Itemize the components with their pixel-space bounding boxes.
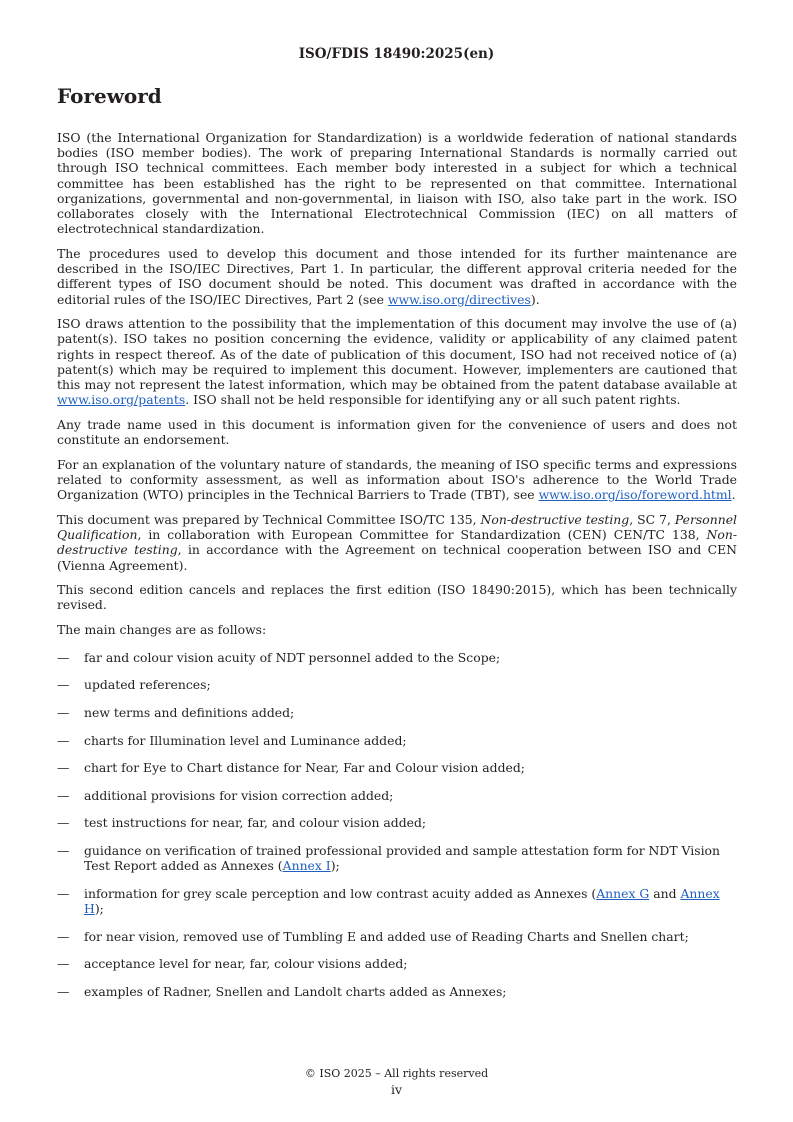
page-number: iv [390,1082,403,1097]
dash-bullet: — [57,815,70,831]
paragraph-committee [57,512,737,573]
list-item-text: test instructions for near, far, and colour vision added; [84,815,427,831]
paragraph-text: ISO draws attention to the possibility that the implementation of this document may involve the use of (a) patent(s). ISO takes no position concerning the evidence, validity or applicability of any claimed patent rights in respect thereof. As of the date of publication of this document, ISO had not received notice of (a) patent(s) which may be required to implement this document. However, implementers are cautioned that this may not represent the latest information, which may be obtained from the patent database available at [57,316,737,393]
dash-bullet: — [57,928,70,944]
paragraph-voluntary-nature [57,457,737,503]
paragraph-text: This document was prepared by Technical Committee ISO/TC 135, [57,511,481,527]
list-item [57,760,737,775]
list-item-text-mid: and [649,885,681,901]
dash-bullet: — [57,983,70,999]
patents-link[interactable]: www.iso.org/patents [57,392,186,408]
list-item-text: additional provisions for vision correction added; [84,787,394,803]
annex-h-link[interactable]: Annex H [84,885,720,916]
list-item-text: for near vision, removed use of Tumbling E and added use of Reading Charts and Snellen chart; [84,928,689,944]
list-item-text: charts for Illumination level and Luminance added; [84,732,407,748]
list-item [57,650,737,665]
list-item [57,929,737,944]
dash-bullet: — [57,956,70,972]
paragraph-text: For an explanation of the voluntary nature of standards, the meaning of ISO specific terms and expressions related to conformity assessment, as well as information about ISO's adherence to the World Trade Organization (WTO) principles in the Technical Barriers to Trade (TBT), see [57,456,737,503]
paragraph-procedures [57,246,737,307]
page-footer [0,1066,793,1098]
committee-name-italic: Non-destructive testing [480,511,630,527]
list-item-text: examples of Radner, Snellen and Landolt charts added as Annexes; [84,983,507,999]
paragraph-text-end: . [731,487,736,503]
list-item-text: information for grey scale perception and low contrast acuity added as Annexes ( [84,885,597,901]
subcommittee-name-italic: Personnel Qualification [57,511,737,543]
dash-bullet: — [57,787,70,803]
copyright-notice: © ISO 2025 – All rights reserved [304,1067,489,1080]
paragraph-trade-name: Any trade name used in this document is information given for the convenience of users and does not constitute an endorsement. [57,416,737,448]
list-item [57,956,737,971]
paragraph-text: , in accordance with the Agreement on technical cooperation between ISO and CEN (Vienna Agreement). [57,542,737,573]
list-item [57,705,737,720]
dash-bullet: — [57,649,70,665]
list-item-text: guidance on verification of trained professional provided and sample attestation form for NDT Vision Test Report added as Annexes ( [84,842,720,874]
list-item [57,886,737,916]
list-item-text-end: ); [330,858,340,874]
list-item [57,733,737,748]
directives-link[interactable]: www.iso.org/directives [387,291,531,307]
list-item-text: updated references; [84,677,211,693]
changes-list [57,650,737,999]
dash-bullet: — [57,704,70,720]
dash-bullet: — [57,842,70,858]
foreword-link[interactable]: www.iso.org/iso/foreword.html [538,487,732,503]
annex-g-link[interactable]: Annex G [596,885,650,901]
list-item [57,815,737,830]
list-item-text: chart for Eye to Chart distance for Near, Far and Colour vision added; [84,760,525,776]
annex-i-link[interactable]: Annex I [282,858,331,874]
dash-bullet: — [57,885,70,901]
list-item [57,677,737,692]
list-item [57,984,737,999]
paragraph-iso-intro: ISO (the International Organization for Standardization) is a worldwide federation of national standards bodies (ISO member bodies). The work of preparing International Standards is normally carried out through ISO technical committees. Each member body interested in a subject for which a technical committee has been established has the right to be represented on that committee. International organizations, governmental and non-governmental, in liaison with ISO, also take part in the work. ISO collaborates closely with the International Electrotechnical Commission (IEC) on all matters of electrotechnical standardization. [57,130,737,237]
paragraph-edition: This second edition cancels and replaces the first edition (ISO 18490:2015), which has been technically revised. [57,582,737,613]
list-item-text: acceptance level for near, far, colour visions added; [84,956,408,972]
list-item [57,843,737,873]
paragraph-text: , in collaboration with European Committee for Standardization (CEN) CEN/TC 138, [137,527,707,543]
dash-bullet: — [57,760,70,776]
paragraph-text-end: . ISO shall not be held responsible for identifying any or all such patent rights. [185,392,681,408]
document-id-header: ISO/FDIS 18490:2025(en) [298,46,495,62]
cen-committee-name-italic: Non-destructive testing [57,527,737,558]
paragraph-text-end: ). [530,291,540,307]
dash-bullet: — [57,677,70,693]
list-item-text-end: ); [94,900,104,916]
paragraph-patents [57,316,737,407]
dash-bullet: — [57,732,70,748]
list-item [57,788,737,803]
paragraph-main-changes-intro: The main changes are as follows: [57,622,267,638]
page-title: Foreword [57,84,162,108]
list-item-text: far and colour vision acuity of NDT personnel added to the Scope; [84,649,501,665]
foreword-body [57,130,737,1011]
paragraph-text: , SC 7, [629,511,675,527]
list-item-text: new terms and definitions added; [84,704,295,720]
paragraph-text: The procedures used to develop this document and those intended for its further maintenance are described in the ISO/IEC Directives, Part 1. In particular, the different approval criteria needed for the different types of ISO document should be noted. This document was drafted in accordance with the editorial rules of the ISO/IEC Directives, Part 2 (see [57,245,737,307]
